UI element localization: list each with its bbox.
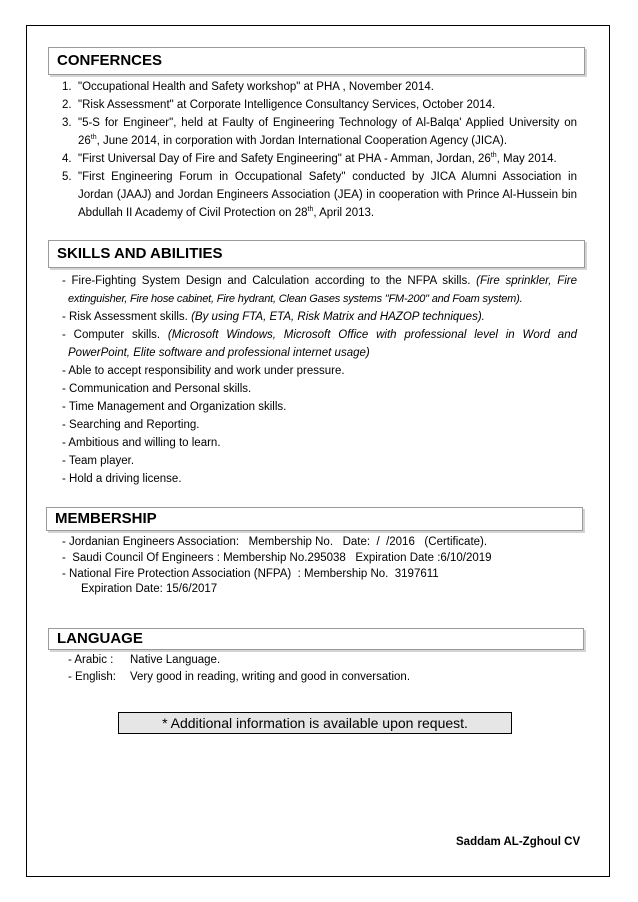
list-item-continuation: Expiration Date: 15/6/2017 xyxy=(81,583,218,595)
membership-heading: MEMBERSHIP xyxy=(46,507,583,531)
list-number: 1. xyxy=(62,81,72,93)
list-item: - National Fire Protection Association (NFPA) : Membership No. 3197611 xyxy=(62,568,439,580)
list-item: - Fire-Fighting System Design and Calculation according to the NFPA skills. (Fire sprinkler, Fire xyxy=(62,275,577,287)
list-item-continuation: extinguisher, Fire hose cabinet, Fire hydrant, Clean Gases systems "FM-200" and Foam system). xyxy=(68,293,523,305)
list-item-continuation: Jordan (JAAJ) and Jordan Engineers Association (JEA) in cooperation with Prince Al-Hussein bin xyxy=(78,189,577,201)
list-number: 5. xyxy=(62,171,72,183)
list-item: - Computer skills. (Microsoft Windows, Microsoft Office with professional level in Word and xyxy=(62,329,577,341)
list-item: - Time Management and Organization skills. xyxy=(62,401,287,413)
conferences-heading: CONFERNCES xyxy=(48,47,585,75)
list-number: 4. xyxy=(62,153,72,165)
list-item: - Searching and Reporting. xyxy=(62,419,200,431)
list-item: - Hold a driving license. xyxy=(62,473,182,485)
list-item-continuation: PowerPoint, Elite software and professional internet usage) xyxy=(68,347,370,359)
list-number: 3. xyxy=(62,117,72,129)
list-item: "First Universal Day of Fire and Safety Engineering" at PHA - Amman, Jordan, 26th, May 2014. xyxy=(78,152,557,165)
list-item: - Saudi Council Of Engineers : Membership No.295038 Expiration Date :6/10/2019 xyxy=(62,552,492,564)
language-label: - Arabic : xyxy=(68,654,114,666)
language-heading: LANGUAGE xyxy=(48,628,584,650)
list-item: - Jordanian Engineers Association: Membership No. Date: / /2016 (Certificate). xyxy=(62,536,488,548)
list-item: - Team player. xyxy=(62,455,135,467)
list-item-continuation: Abdullah II Academy of Civil Protection on 28th, April 2013. xyxy=(78,206,375,219)
footer-cv-name: Saddam AL-Zghoul CV xyxy=(456,836,581,848)
list-item: "5-S for Engineer", held at Faulty of Engineering Technology of Al-Balqa' Applied University on xyxy=(78,117,577,129)
language-value: Native Language. xyxy=(130,654,221,666)
skills-heading: SKILLS AND ABILITIES xyxy=(48,240,585,268)
language-value: Very good in reading, writing and good in conversation. xyxy=(130,671,411,683)
list-item: - Communication and Personal skills. xyxy=(62,383,252,395)
language-label: - English: xyxy=(68,671,116,683)
list-item: "Risk Assessment" at Corporate Intelligence Consultancy Services, October 2014. xyxy=(78,99,496,111)
list-item: - Ambitious and willing to learn. xyxy=(62,437,221,449)
list-item-continuation: 26th, June 2014, in corporation with Jordan International Cooperation Agency (JICA). xyxy=(78,134,508,147)
list-item: "Occupational Health and Safety workshop" at PHA , November 2014. xyxy=(78,81,434,93)
additional-info-note: * Additional information is available upon request. xyxy=(118,712,512,734)
list-item: - Able to accept responsibility and work under pressure. xyxy=(62,365,345,377)
list-item: "First Engineering Forum in Occupational Safety" conducted by JICA Alumni Association in xyxy=(78,171,577,183)
list-number: 2. xyxy=(62,99,72,111)
list-item: - Risk Assessment skills. (By using FTA, ETA, Risk Matrix and HAZOP techniques). xyxy=(62,311,485,323)
